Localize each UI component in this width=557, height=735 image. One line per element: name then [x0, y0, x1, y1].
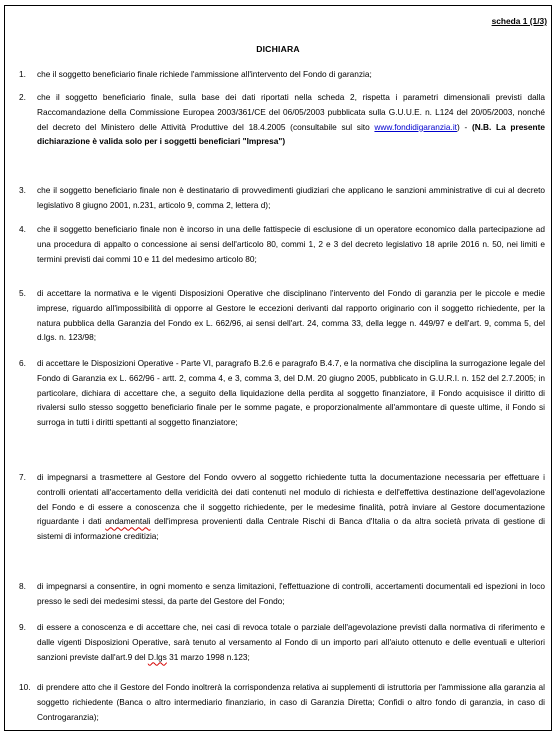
item-text-part: di essere a conoscenza e di accettare che, nei casi di revoca totale o parziale dell'agevolazione previsti dalla normativa di riferimento e dalle vigenti Disposizioni Operative, sarà tenuto al versamento al Fondo di un importo pari all'aiuto ottenuto e delle eventuali e ulteriori sanzioni previste dall'art.9 del	[37, 622, 545, 662]
item-number: 1.	[19, 69, 26, 79]
item-number: 3.	[19, 185, 26, 195]
fondidigaranzia-link[interactable]: www.fondidigaranzia.it	[374, 121, 457, 132]
item-text	[37, 90, 545, 149]
declaration-item-2	[19, 90, 545, 149]
declaration-item-4	[19, 222, 545, 266]
item-number: 8.	[19, 581, 26, 591]
spellcheck-word: andamentali	[105, 516, 151, 527]
item-text: di accettare le Disposizioni Operative - Parte VI, paragrafo B.2.6 e paragrafo B.4.7, e la normativa che disciplina la surrogazione legale del Fondo di Garanzia ex L. 662/96 - artt. 2, comma 4, e 3, comma 3, del D.M. 20 giugno 2005, pubblicato in G.U.R.I. n. 152 del 2.7.2005; in particolare, dichiara di accettare che, a seguito della liquidazione della perdita al soggetto finanziatore, il Fondo acquisisce il diritto di rivalersi sullo stesso soggetto beneficiario finale per le somme pagate, e proporzionalmente all'ammontare di queste ultime, il Fondo si surroga in tutti i diritti spettanti al soggetto finanziatore;	[37, 358, 545, 428]
item-text: che il soggetto beneficiario finale non è incorso in una delle fattispecie di esclusione di un operatore economico dalla partecipazione ad una procedura di appalto o concessione ai sensi dell'articolo 80, commi 1, 2 e 3 del decreto legislativo 18 aprile 2016 n. 50, nei limiti e termini previsti dai commi 10 e 11 del medesimo articolo 80;	[37, 224, 545, 264]
item-text-part: di impegnarsi a trasmettere al Gestore del Fondo ovvero al soggetto richiedente tutta la documentazione necessaria per effettuare i controlli orientati all'accertamento della veridicità dei dati contenuti nel modulo di richiesta e dell'effettiva destinazione dell'agevolazione del Fondo e di essere a conoscenza che il soggetto richiedente, per le medesime finalità, potrà inviare al Gestore documentazione riguardante i dati	[37, 472, 545, 527]
item-text: di prendere atto che il Gestore del Fondo inoltrerà la corrispondenza relativa ai supplementi di istruttoria per l'ammissione alla garanzia al soggetto richiedente (Banca o altro intermediario finanziario, in caso di Garanzia Diretta; Confidi o altro fondo di garanzia, in caso di Controgaranzia);	[37, 682, 545, 722]
declaration-item-9	[19, 620, 545, 664]
declaration-item-7	[19, 470, 545, 544]
item-text: che il soggetto beneficiario finale richiede l'ammissione all'intervento del Fondo di garanzia;	[37, 69, 372, 79]
item-text: di accettare la normativa e le vigenti Disposizioni Operative che disciplinano l'intervento del Fondo di garanzia per le piccole e medie imprese, riguardo all'impossibilità di opporre al Gestore le eccezioni derivanti dal rapporto originario con il soggetto richiedente, per la natura pubblica della Garanzia del Fondo ex L. 662/96, ai sensi dell'art. 24, comma 33, della legge n. 449/97 e dell'art. 9, comma 5, del d.lgs. n. 123/98;	[37, 288, 545, 343]
item-number: 7.	[19, 472, 26, 482]
document-frame	[4, 5, 552, 731]
item-text-part: dell'impresa provenienti dalla Centrale Rischi di Banca d'Italia o da altra società privata di gestione di sistemi di informazione creditizia;	[37, 516, 545, 542]
declaration-item-1	[19, 67, 545, 82]
item-text: di impegnarsi a consentire, in ogni momento e senza limitazioni, l'effettuazione di controlli, accertamenti documentali ed ispezioni in loco presso le sedi dei medesimi stessi, da parte del Gestore del Fondo;	[37, 581, 545, 606]
spellcheck-word: D.lgs	[147, 651, 167, 662]
item-text	[37, 470, 545, 544]
item-number: 5.	[19, 288, 26, 298]
item-text-part: 31 marzo 1998 n.123;	[166, 651, 250, 662]
item-number: 4.	[19, 224, 26, 234]
declaration-item-8	[19, 579, 545, 609]
item-text	[37, 620, 545, 664]
item-number: 6.	[19, 358, 26, 368]
declaration-item-6	[19, 356, 545, 430]
item-number: 2.	[19, 92, 26, 102]
item-text: che il soggetto beneficiario finale non è destinatario di provvedimenti giudiziari che applicano le sanzioni amministrative di cui al decreto legislativo 8 giugno 2001, n.231, articolo 9, comma 2, lettera d);	[37, 185, 545, 210]
item-note-bold: (N.B. La presente dichiarazione è valida solo per i soggetti beneficiari "Impresa")	[37, 121, 545, 147]
declaration-item-10	[19, 680, 545, 724]
item-number: 10.	[19, 682, 31, 692]
sheet-label: scheda 1 (1/3)	[491, 16, 547, 26]
item-text-part: che il soggetto beneficiario finale, sulla base dei dati riportati nella scheda 2, rispetta i parametri dimensionali previsti dalla Raccomandazione della Commissione Europea 2003/361/CE del 06/05/2003 pubblicata sulla G.U.U.E. n. L124 del 20/05/2003, nonché del decreto del Ministero delle Attività Produttive del 18.4.2005 (consultabile sul sito	[37, 92, 545, 132]
declaration-item-5	[19, 286, 545, 345]
declaration-item-3	[19, 183, 545, 213]
page-title: DICHIARA	[256, 44, 300, 54]
item-number: 9.	[19, 622, 26, 632]
item-text-part: ) -	[456, 121, 472, 132]
